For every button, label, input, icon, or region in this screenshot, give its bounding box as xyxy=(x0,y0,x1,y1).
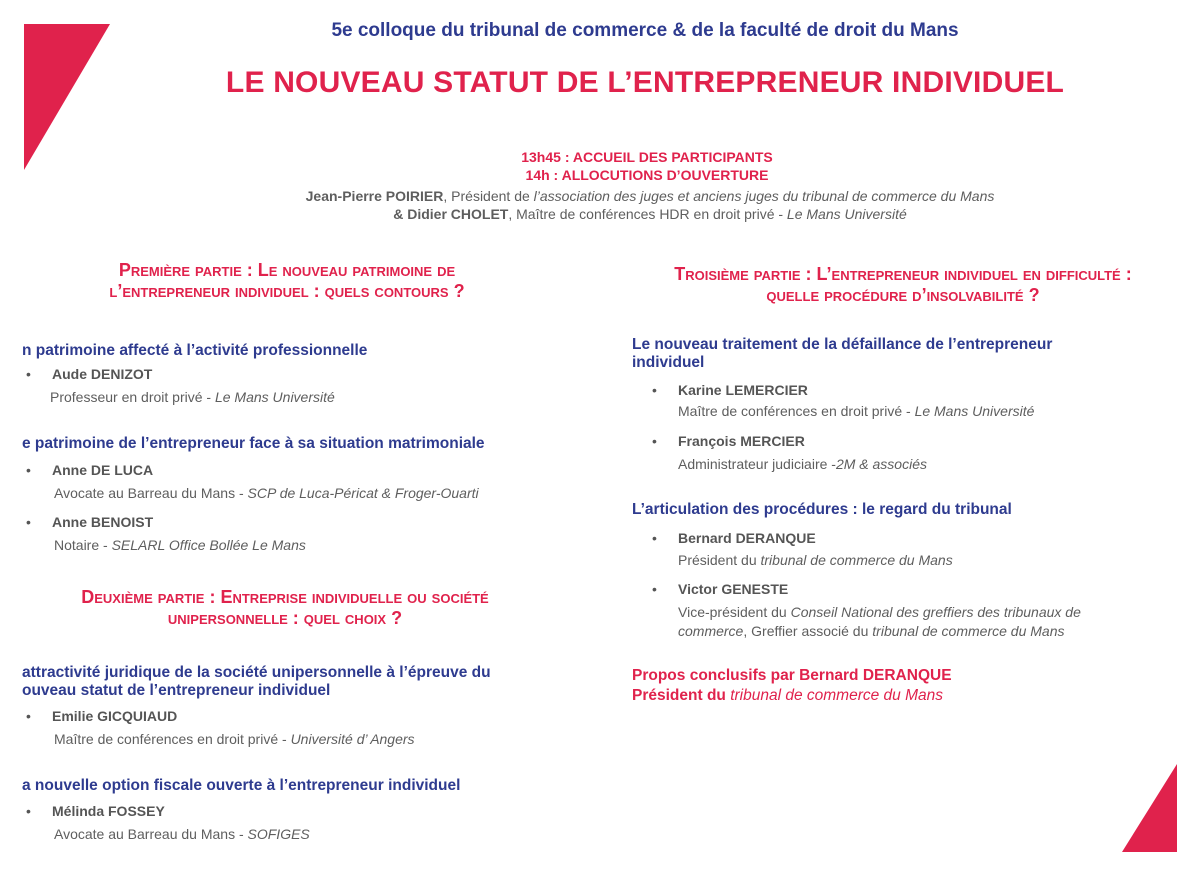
speaker-francois-mercier: • François MERCIER xyxy=(652,433,805,449)
conclusion: Propos conclusifs par Bernard DERANQUE Président du tribunal de commerce du Mans xyxy=(632,667,952,704)
speaker-emilie-gicquiaud-role: Maître de conférences en droit privé - Université d’ Angers xyxy=(54,731,415,747)
schedule xyxy=(0,148,1200,184)
speaker-victor-geneste-role: Vice-président du Conseil National des greffiers des tribunaux de xyxy=(678,604,1081,620)
speaker-melinda-fossey: • Mélinda FOSSEY xyxy=(26,803,165,819)
speaker-anne-de-luca: • Anne DE LUCA xyxy=(26,462,154,478)
part2-heading: Deuxième partie : Entreprise individuelle ou société unipersonnelle : quel choix ? xyxy=(81,587,489,628)
speaker-aude-denizot-role: Professeur en droit privé - Le Mans Université xyxy=(50,389,335,405)
speaker-karine-lemercier-role: Maître de conférences en droit privé - Le Mans Université xyxy=(678,403,1035,419)
opening-speaker-1: Jean-Pierre POIRIER, Président de l’association des juges et anciens juges du tribunal de commerce du Mans xyxy=(305,188,995,204)
part1-topic-1-title: n patrimoine affecté à l’activité professionnelle xyxy=(22,342,368,359)
schedule-welcome: 13h45 : ACCUEIL DES PARTICIPANTS xyxy=(521,149,773,165)
event-kicker: 5e colloque du tribunal de commerce & de la faculté de droit du Mans xyxy=(331,20,959,41)
speaker-bernard-deranque: • Bernard DERANQUE xyxy=(652,530,816,546)
part3-topic-2-title: L’articulation des procédures : le regard du tribunal xyxy=(632,501,1012,518)
speaker-anne-benoist-role: Notaire - SELARL Office Bollée Le Mans xyxy=(54,537,306,553)
part3-topic-1-title: Le nouveau traitement de la défaillance de l’entrepreneur individuel xyxy=(632,336,1053,371)
schedule-opening: 14h : ALLOCUTIONS D’OUVERTURE xyxy=(525,167,769,183)
speaker-karine-lemercier: • Karine LEMERCIER xyxy=(652,382,808,398)
speaker-emilie-gicquiaud: • Emilie GICQUIAUD xyxy=(26,708,178,724)
speaker-francois-mercier-role: Administrateur judiciaire -2M & associés xyxy=(678,456,927,472)
part1-heading: Première partie : Le nouveau patrimoine de l’entrepreneur individuel : quels contours ? xyxy=(109,260,465,301)
corner-triangle-bottom-right xyxy=(1122,764,1177,852)
part2-topic-1-title: attractivité juridique de la société unipersonnelle à l’épreuve du ouveau statut de l’entrepreneur individuel xyxy=(22,664,491,699)
page-title: LE NOUVEAU STATUT DE L’ENTREPRENEUR INDIVIDUEL xyxy=(225,66,1065,99)
speaker-aude-denizot: • Aude DENIZOT xyxy=(26,366,153,382)
speaker-anne-de-luca-role: Avocate au Barreau du Mans - SCP de Luca-Péricat & Froger-Ouarti xyxy=(54,485,479,501)
speaker-victor-geneste: • Victor GENESTE xyxy=(652,581,789,597)
speaker-victor-geneste-role-cont: commerce, Greffier associé du tribunal de commerce du Mans xyxy=(678,623,1065,639)
part1-topic-2-title: e patrimoine de l’entrepreneur face à sa situation matrimoniale xyxy=(22,435,485,452)
opening-speakers xyxy=(0,187,1200,223)
speaker-anne-benoist: • Anne BENOIST xyxy=(26,514,154,530)
opening-speaker-2: & Didier CHOLET, Maître de conférences HDR en droit privé - Le Mans Université xyxy=(393,206,907,222)
speaker-melinda-fossey-role: Avocate au Barreau du Mans - SOFIGES xyxy=(54,826,310,842)
speaker-bernard-deranque-role: Président du tribunal de commerce du Mans xyxy=(678,552,953,568)
part2-topic-2-title: a nouvelle option fiscale ouverte à l’entrepreneur individuel xyxy=(22,777,461,794)
part3-heading: Troisième partie : L’entrepreneur individuel en difficulté : quelle procédure d’insolvabilité ? xyxy=(674,264,1132,305)
